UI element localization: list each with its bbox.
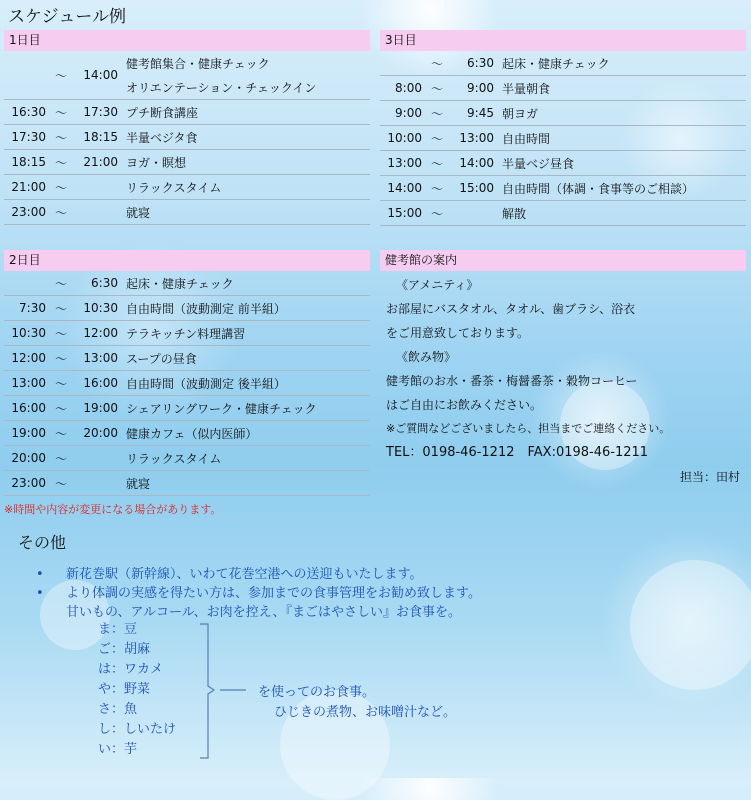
tilde: ～ — [54, 155, 67, 170]
activity: 自由時間（体調・食事等のご相談） — [502, 181, 695, 196]
activity: ヨガ・瞑想 — [126, 155, 187, 170]
tilde: ～ — [54, 68, 67, 83]
table-row — [4, 321, 370, 346]
table-row — [380, 176, 746, 201]
time-from: 19:00 — [11, 426, 46, 440]
list-item: ま：豆 — [98, 622, 138, 637]
activity: リラックスタイム — [126, 180, 222, 195]
time-to: 14:00 — [459, 156, 494, 170]
table-row — [380, 201, 746, 226]
activity: 就寝 — [126, 476, 151, 491]
table-row — [380, 76, 746, 101]
time-to: 13:00 — [83, 351, 118, 365]
activity: 健考館集合・健康チェック — [126, 56, 270, 71]
change-note: ※時間や内容が変更になる場合があります。 — [4, 503, 222, 516]
table-row — [380, 126, 746, 151]
bullet-icon: • — [36, 567, 44, 582]
info-line: 健考館のお水・番茶・梅醤番茶・穀物コーヒー — [386, 374, 638, 388]
tilde: ～ — [54, 426, 67, 441]
time-from — [4, 51, 46, 99]
activity: 自由時間 — [502, 131, 551, 146]
table-row — [4, 396, 370, 421]
info-header: 健考館の案内 — [380, 250, 746, 271]
tilde: ～ — [54, 276, 67, 291]
day3-header: 3日目 — [380, 30, 746, 51]
other-title: その他 — [18, 533, 67, 552]
tilde: ～ — [54, 301, 67, 316]
table-row — [4, 175, 370, 200]
list-item: い：芋 — [98, 742, 138, 757]
time-from: 13:00 — [11, 376, 46, 390]
time-to: 16:00 — [83, 376, 118, 390]
activity: 半量ベジ昼食 — [502, 156, 575, 171]
time-to: 6:30 — [91, 276, 118, 290]
day3-block — [380, 30, 746, 226]
time-to: 19:00 — [83, 401, 118, 415]
activity: スープの昼食 — [126, 351, 197, 366]
list-item: さ：魚 — [98, 702, 138, 717]
table-row — [4, 446, 370, 471]
table-row — [4, 421, 370, 446]
list-item: し：しいたけ — [98, 722, 177, 737]
time-from: 23:00 — [11, 205, 46, 219]
tilde: ～ — [54, 130, 67, 145]
tilde: ～ — [430, 106, 443, 121]
time-to: 13:00 — [459, 131, 494, 145]
contact-person: 担当：田村 — [679, 470, 740, 484]
time-to: 9:45 — [467, 106, 494, 120]
activity: 起床・健康チェック — [126, 276, 234, 291]
table-row — [380, 101, 746, 126]
activity: 自由時間（波動測定 後半組） — [126, 376, 286, 391]
info-line: お部屋にバスタオル、タオル、歯ブラシ、浴衣 — [386, 302, 636, 316]
info-line: をご用意致しております。 — [386, 326, 530, 340]
bullet-text: より体調の実感を得たい方は、参加までの食事管理をお勧め致します。 — [66, 586, 481, 601]
activity: 半量ベジタ食 — [126, 130, 198, 145]
tilde: ～ — [430, 131, 443, 146]
info-line: はご自由にお飲みください。 — [386, 398, 543, 412]
info-line: 《飲み物》 — [396, 350, 457, 364]
day1-header: 1日目 — [4, 30, 370, 51]
day2-header: 2日目 — [4, 250, 370, 271]
time-from: 10:30 — [11, 326, 46, 340]
activity: 解散 — [502, 206, 527, 221]
time-to: 15:00 — [459, 181, 494, 195]
activity: プチ断食講座 — [126, 105, 199, 120]
table-row — [380, 151, 746, 176]
activity: シェアリングワーク・健康チェック — [126, 401, 317, 416]
bullet-icon: • — [36, 586, 44, 601]
table-row — [4, 371, 370, 396]
activity: 朝ヨガ — [502, 106, 539, 121]
table-row — [4, 271, 370, 296]
tilde: ～ — [54, 401, 67, 416]
tilde: ～ — [430, 181, 443, 196]
activity: リラックスタイム — [126, 451, 222, 466]
time-to: 6:30 — [467, 56, 494, 70]
tilde: ～ — [430, 56, 443, 71]
tilde: ～ — [54, 326, 67, 341]
time-from: 13:00 — [387, 156, 422, 170]
time-from: 8:00 — [395, 81, 422, 95]
info-line: ※ご質問などございましたら、担当までご連絡ください。 — [386, 422, 671, 435]
tilde: ～ — [54, 205, 67, 220]
activity: 起床・健康チェック — [502, 56, 610, 71]
page-title: スケジュール例 — [8, 7, 126, 27]
list-item: ご：胡麻 — [98, 642, 151, 657]
tilde: ～ — [430, 156, 443, 171]
day1-block — [4, 30, 370, 225]
time-from: 20:00 — [11, 451, 46, 465]
time-from: 16:00 — [11, 401, 46, 415]
tilde: ～ — [54, 376, 67, 391]
time-from: 12:00 — [11, 351, 46, 365]
day2-block — [4, 250, 370, 496]
table-row — [4, 296, 370, 321]
table-row — [4, 150, 370, 175]
activity: 自由時間（波動測定 前半組） — [126, 301, 286, 316]
table-row — [4, 471, 370, 496]
time-from: 9:00 — [395, 106, 422, 120]
list-item: は：ワカメ — [98, 662, 164, 677]
brace-icon — [198, 622, 248, 762]
activity: 半量朝食 — [502, 81, 551, 96]
activity: 就寝 — [126, 205, 151, 220]
contact-phone: TEL：0198-46-1212 FAX:0198-46-1211 — [386, 445, 649, 460]
tilde: ～ — [54, 180, 67, 195]
info-line: 《アメニティ》 — [396, 278, 479, 292]
list-item: や：野菜 — [98, 682, 151, 697]
info-block — [380, 250, 746, 489]
sub-text: 甘いもの、アルコール、お肉を控え、『まごはやさしい』お食事を。 — [66, 605, 461, 620]
tilde: ～ — [54, 451, 67, 466]
time-to: 20:00 — [83, 426, 118, 440]
time-from: 10:00 — [387, 131, 422, 145]
time-from: 14:00 — [387, 181, 422, 195]
table-row — [4, 100, 370, 125]
time-from: 21:00 — [11, 180, 46, 194]
time-to: 9:00 — [467, 81, 494, 95]
list-item — [36, 563, 422, 582]
time-from: 16:30 — [11, 105, 46, 119]
time-from: 17:30 — [11, 130, 46, 144]
tilde: ～ — [54, 476, 67, 491]
time-from: 7:30 — [19, 301, 46, 315]
list-item — [36, 582, 481, 601]
tilde: ～ — [430, 81, 443, 96]
magowa-list — [98, 620, 176, 760]
time-from: 23:00 — [11, 476, 46, 490]
time-to: 18:15 — [83, 130, 118, 144]
table-row — [380, 51, 746, 76]
use-line-2: ひじきの煮物、お味噌汁など。 — [274, 705, 457, 720]
table-row — [4, 200, 370, 225]
activity: オリエンテーション・チェックイン — [126, 80, 317, 95]
activity: 健康カフェ（似内医師） — [126, 426, 258, 441]
tilde: ～ — [54, 105, 67, 120]
bokeh-light — [630, 560, 751, 690]
time-to: 17:30 — [83, 105, 118, 119]
bullet-text: 新花巻駅（新幹線）、いわて花巻空港への送迎もいたします。 — [66, 567, 423, 582]
table-row — [4, 125, 370, 150]
activity: テラキッチン料理講習 — [126, 326, 246, 341]
time-from: 15:00 — [387, 206, 422, 220]
time-to: 21:00 — [83, 155, 118, 169]
time-to: 10:30 — [83, 301, 118, 315]
time-to: 12:00 — [83, 326, 118, 340]
table-row — [4, 346, 370, 371]
tilde: ～ — [430, 206, 443, 221]
time-to: 14:00 — [83, 68, 118, 82]
tilde: ～ — [54, 351, 67, 366]
table-row — [4, 51, 370, 100]
use-line-1: を使ってのお食事。 — [258, 685, 376, 700]
time-from: 18:15 — [11, 155, 46, 169]
